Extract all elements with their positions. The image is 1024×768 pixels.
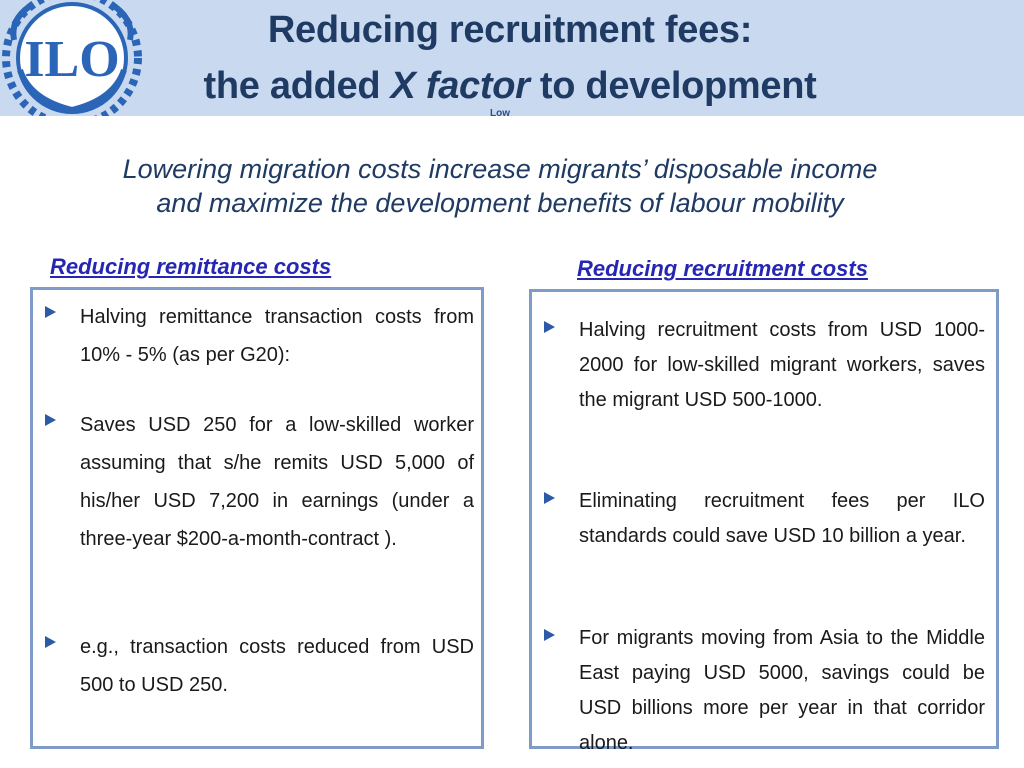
bullet-arrow-icon bbox=[544, 629, 555, 641]
title-x-factor: X factor bbox=[390, 65, 530, 107]
left-bullet-3-text: e.g., transaction costs reduced from USD 500 to USD 250. bbox=[80, 636, 474, 696]
ilo-logo-text: ILO bbox=[24, 31, 120, 88]
left-heading: Reducing remittance costs bbox=[50, 254, 332, 279]
right-panel bbox=[529, 289, 999, 754]
page-title-line2 bbox=[150, 64, 870, 108]
left-bullet-2-text: Saves USD 250 for a low-skilled worker assuming that s/he remits USD 5,000 of his/her USD 7,200 in earnings (under a three-year $200-a-month-contract ). bbox=[80, 414, 474, 550]
bullet-arrow-icon bbox=[45, 636, 56, 648]
ilo-logo bbox=[0, 0, 144, 116]
low-tag: Low bbox=[490, 108, 510, 119]
right-bullet-2 bbox=[544, 484, 985, 554]
left-panel bbox=[30, 287, 484, 749]
right-bullet-3 bbox=[544, 621, 985, 761]
title-post: to development bbox=[529, 65, 817, 107]
subtitle-line1: Lowering migration costs increase migrants’ disposable income bbox=[122, 154, 878, 184]
title-pre: the added bbox=[203, 65, 391, 107]
right-bullet-1 bbox=[544, 313, 985, 418]
left-bullet-1 bbox=[45, 298, 474, 374]
bullet-arrow-icon bbox=[45, 414, 56, 426]
bullet-arrow-icon bbox=[544, 492, 555, 504]
left-bullet-2 bbox=[45, 406, 474, 558]
right-bullet-3-text: For migrants moving from Asia to the Middle East paying USD 5000, savings could be USD billions more per year in that corridor alone. bbox=[579, 627, 985, 754]
bullet-arrow-icon bbox=[544, 321, 555, 333]
subtitle-line2: and maximize the development benefits of labour mobility bbox=[156, 188, 844, 218]
left-bullet-3 bbox=[45, 628, 474, 704]
bullet-arrow-icon bbox=[45, 306, 56, 318]
subtitle bbox=[40, 152, 960, 220]
page-title-line1: Reducing recruitment fees: bbox=[267, 9, 753, 51]
right-bullet-2-text: Eliminating recruitment fees per ILO standards could save USD 10 billion a year. bbox=[579, 490, 985, 547]
right-heading: Reducing recruitment costs bbox=[577, 256, 868, 281]
left-bullet-1-text: Halving remittance transaction costs from 10% - 5% (as per G20): bbox=[80, 306, 474, 366]
right-bullet-1-text: Halving recruitment costs from USD 1000-2000 for low-skilled migrant workers, saves the migrant USD 500-1000. bbox=[579, 319, 985, 411]
